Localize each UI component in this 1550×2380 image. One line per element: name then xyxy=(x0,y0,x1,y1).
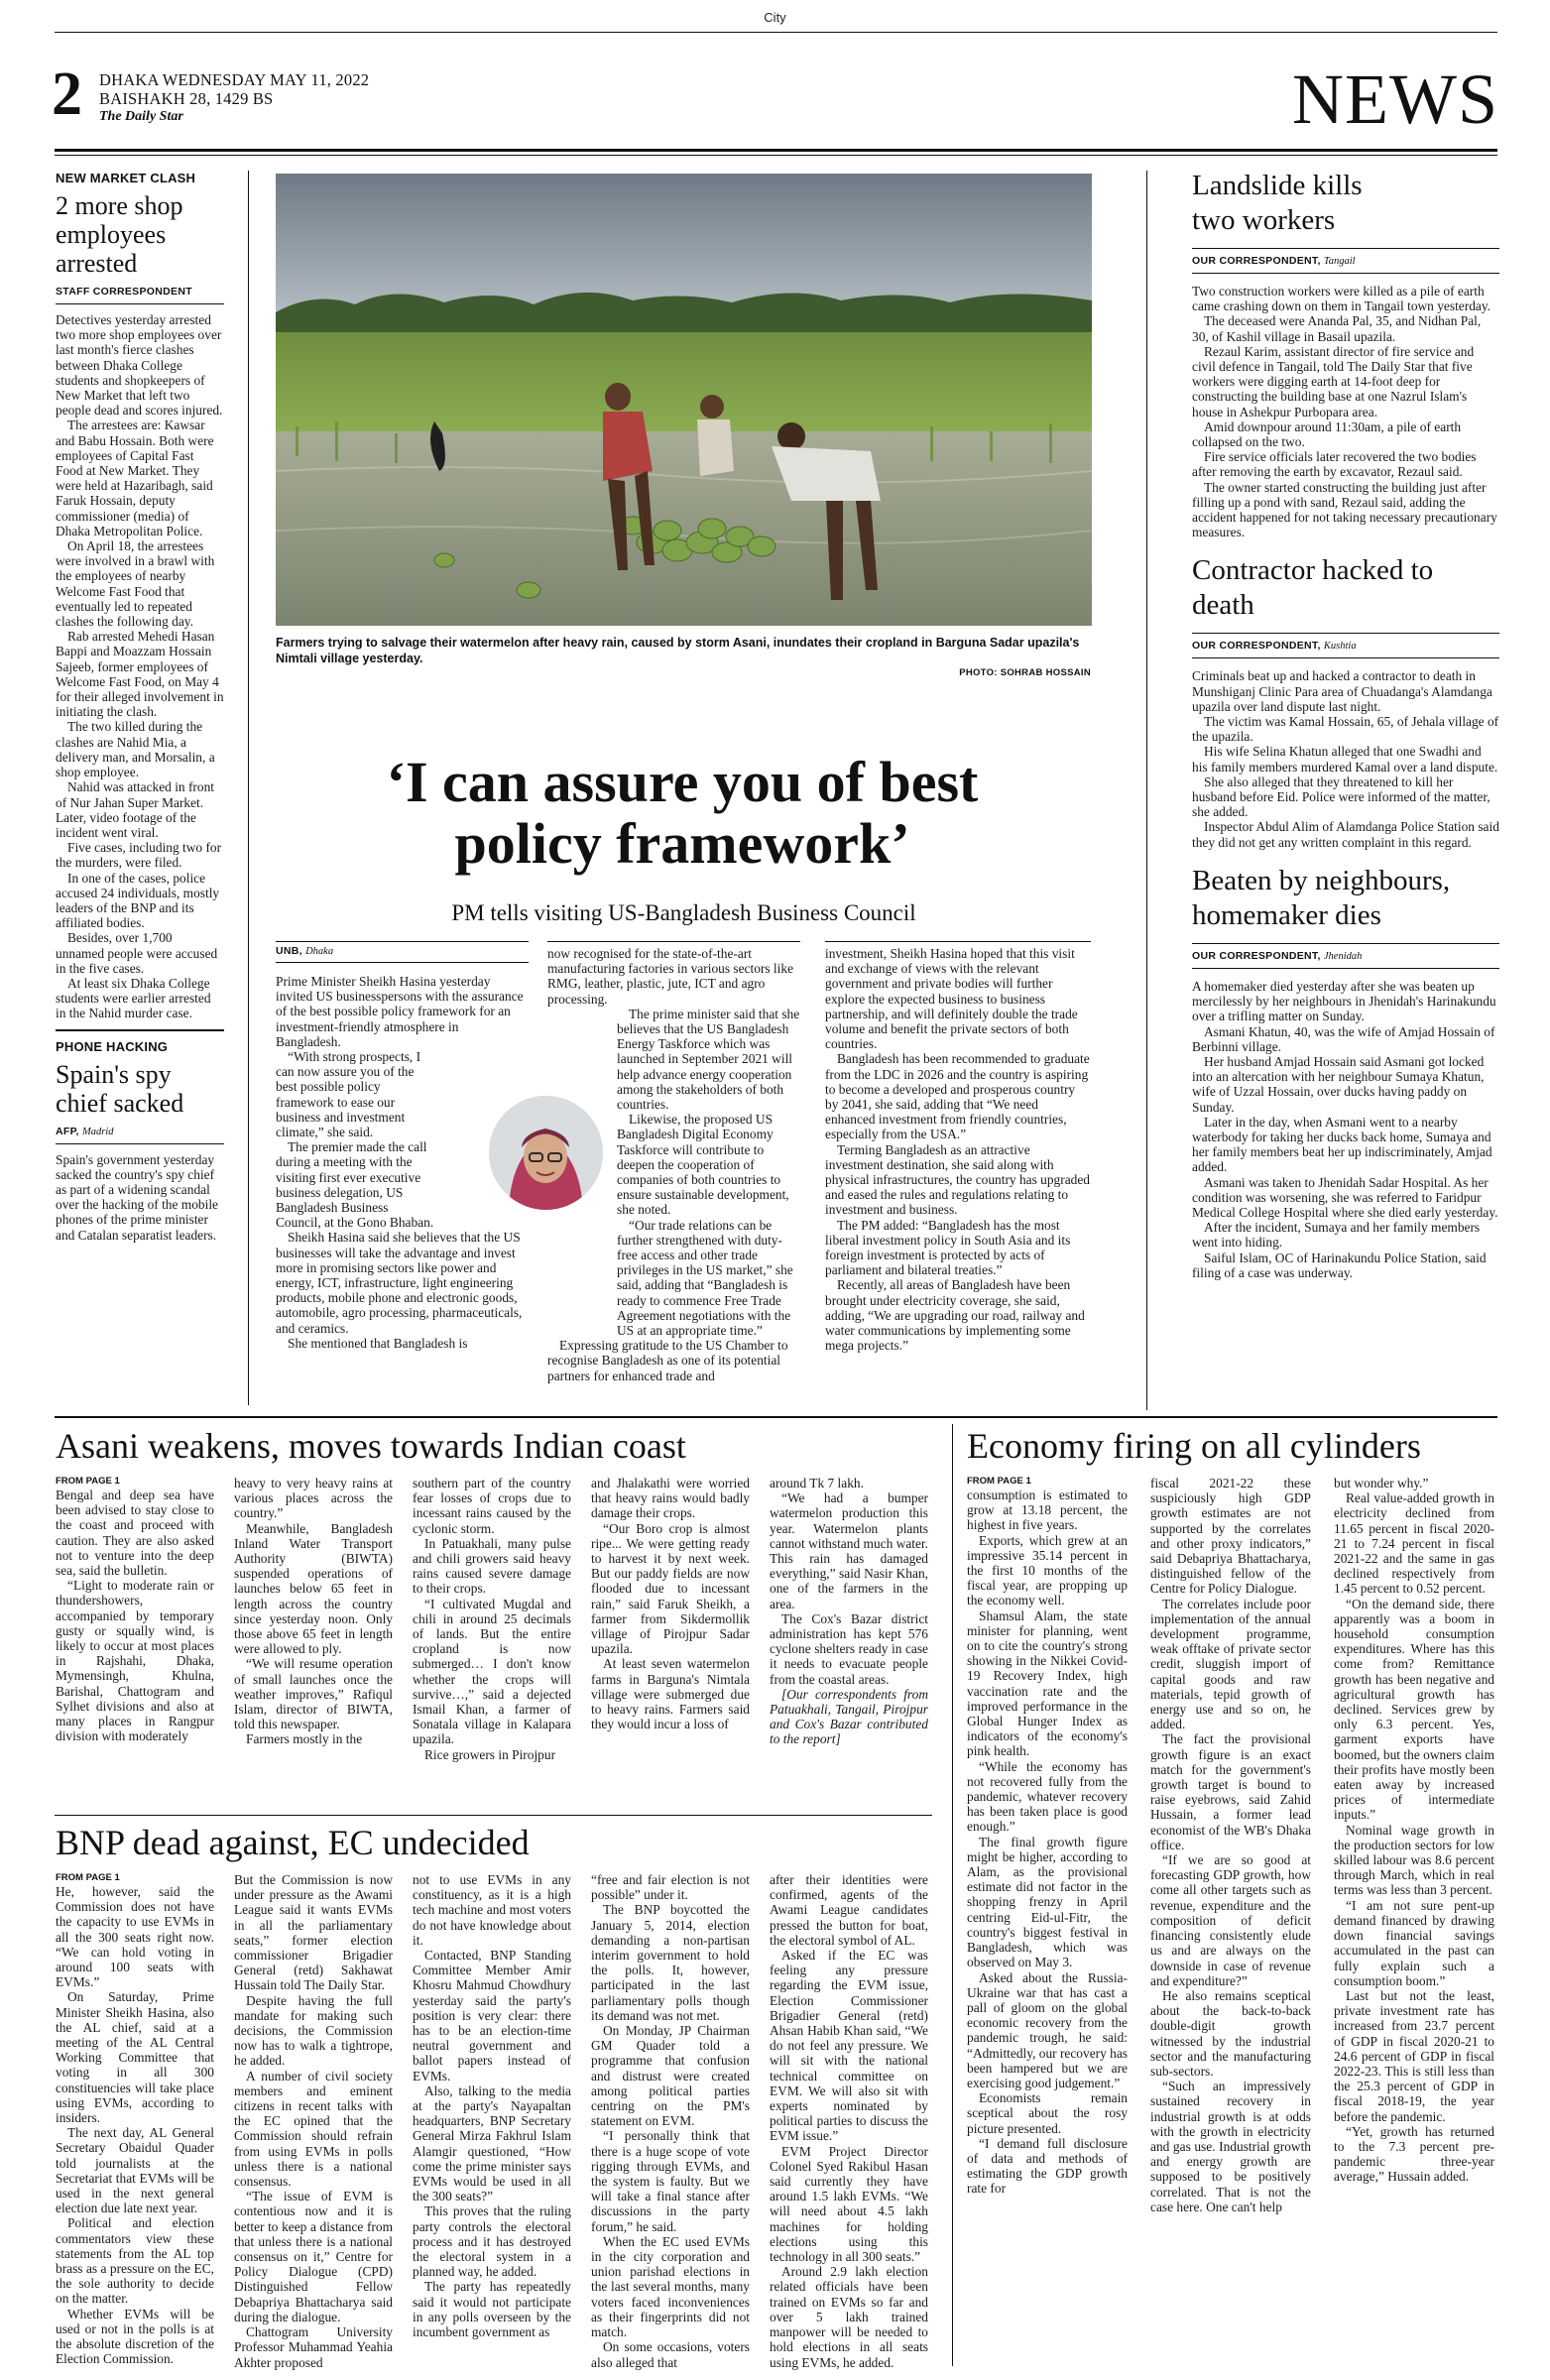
lead-byline-place: Dhaka xyxy=(305,946,334,957)
asani-col-4 xyxy=(591,1476,750,1731)
masthead-logo: The Daily Star xyxy=(99,109,183,124)
story-homemaker-body xyxy=(1192,979,1499,1280)
left-stories xyxy=(56,171,224,1243)
economy-col-1 xyxy=(967,1488,1128,2197)
paragraph: Bangladesh has been recommended to graduate from the LDC in 2026 and the country is aspiring to become a developed and prosperous country by 2041, she said, adding that “We need enhanced investment from friendly countries, especially from the USA.” xyxy=(825,1051,1090,1142)
lead-photo xyxy=(276,174,1092,626)
byline-place: Kushtia xyxy=(1323,641,1357,653)
paragraph: The next day, AL General Secretary Obaidul Quader told journalists at the Secretariat that EVMs will be used in the next general election due late next year. xyxy=(56,2125,214,2216)
paragraph: Economists remain sceptical about the rosy picture presented. xyxy=(967,2090,1128,2136)
headline-spy-chief: Spain's spy chief sacked xyxy=(56,1059,184,1118)
story-landslide-body xyxy=(1192,284,1499,539)
paragraph: Besides, over 1,700 unnamed people were accused in the five cases. xyxy=(56,930,218,976)
asani-bnp-divider xyxy=(55,1815,932,1816)
paragraph: Shamsul Alam, the state minister for planning, went on to cite the country's strong showing in the Nikkei Covid-19 Recovery Index, high vaccination rate and the improved performance in the Global Hunger Index as indicators of the economy's pink health. xyxy=(967,1607,1128,1759)
bnp-col-5 xyxy=(770,1872,928,2370)
bnp-headline: BNP dead against, EC undecided xyxy=(56,1823,530,1862)
asani-col-3 xyxy=(413,1476,571,1762)
header-rule-thin xyxy=(55,155,1497,156)
byline-org: OUR CORRESPONDENT, xyxy=(1192,949,1321,962)
paragraph: “On the demand side, there apparently was a boom in household consumption expenditures. Where has this come from? Remittance growth has been negative and agricultural growth has declined. Services grew by only 6.3 percent. Yes, garment exports have boomed, but the owners claim their profits have mostly been eaten away by increased prices of intermediate inputs.” xyxy=(1334,1596,1494,1823)
paragraph: In one of the cases, police accused 24 individuals, mostly leaders of the BNP and its affiliated bodies. xyxy=(56,870,220,931)
paragraph: “While the economy has not recovered fully from the pandemic, whatever recovery has been taken place is good enough.” xyxy=(967,1758,1128,1835)
paragraph: Rab arrested Mehedi Hasan Bappi and Moazzam Hossain Sajeeb, former employees of Welcome Fast Food, on May 4 for their alleged involvement in initiating the clash. xyxy=(56,629,224,720)
paragraph: investment, Sheikh Hasina hoped that this visit and exchange of views with the relevant government and private bodies will further explore the expected business to business partnership, and will definitely double the trade volume and benefit the private sectors of both countries. xyxy=(825,946,1078,1052)
paragraph: Expressing gratitude to the US Chamber to recognise Bangladesh as one of its potential partners for enhanced trade and xyxy=(547,1338,788,1383)
paragraph: [Our correspondents from Patuakhali, Tangail, Pirojpur and Cox's Bazar contributed to the report] xyxy=(770,1686,928,1747)
lead-col-2 xyxy=(547,946,800,1383)
paragraph: “The issue of EVM is contentious now and it is better to keep a distance from that unless there is a national consensus on it,” Centre for Policy Dialogue (CPD) Distinguished Fellow Debapriya Bhattacharya said during the dialogue. xyxy=(234,2189,393,2324)
bnp-col-1 xyxy=(56,1884,214,2367)
byline-staff: STAFF CORRESPONDENT xyxy=(56,286,192,298)
paragraph: “Our trade relations can be further strengthened with duty-free access and other trade privileges in the US market,” she said, adding that “Bangladesh is ready to commence Free Trade Agreement negotiations with the US at an appropriate time.” xyxy=(617,1217,793,1339)
lead-col-3 xyxy=(825,946,1091,1353)
farmers-field-image xyxy=(276,174,1092,626)
byline-afp xyxy=(56,1126,224,1137)
paragraph: “Our Boro crop is almost ripe... We were getting ready to harvest it by next week. But our paddy fields are now flooded due to incessant rain,” said Faruk Sheikh, a farmer from Sikdermollik village of Pirojpur Sadar upazila. xyxy=(591,1520,750,1657)
paragraph: On Monday, JP Chairman GM Quader told a programme that confusion and distrust were created among political parties centring on the PM's statement on EVM. xyxy=(591,2023,750,2129)
paragraph: Criminals beat up and hacked a contractor to death in Munshiganj Clinic Para area of Chuadanga's Alamdanga upazila over land dispute last night. xyxy=(1192,668,1492,714)
paragraph: Likewise, the proposed US Bangladesh Digital Economy Taskforce will contribute to deepen the cooperation of companies of both countries to ensure sustainable development, she noted. xyxy=(617,1112,789,1218)
paragraph: “With strong prospects, I can now assure you of the best possible policy framework to ease our business and investment climate,” she said. xyxy=(276,1049,421,1140)
paragraph: On some occasions, voters also alleged that xyxy=(591,2339,750,2370)
paragraph: The owner started constructing the building just after filling up a pond with sand, Rezaul said, adding the accident happened for not taking necessary precautionary measures. xyxy=(1192,479,1497,540)
paragraph: “Such an impressively sustained recovery in industrial growth is at odds with the growth in electricity and gas use. Industrial growth and energy growth are supposed to be positively correlated. That is not the case here. One can't help xyxy=(1150,2079,1311,2214)
paragraph: Asked if the EC was feeling any pressure regarding the EVM issue, Election Commissioner Brigadier General (retd) Ahsan Habib Khan said, “We do not feel any pressure. We will sit with the national technical committee on EVM. We will also sit with experts nominated by political parties to discuss the EVM issue.” xyxy=(770,1948,928,2144)
kicker-phone-hacking: PHONE HACKING xyxy=(56,1038,169,1054)
lead-headline: ‘I can assure you of best policy framework’ xyxy=(386,750,979,876)
paragraph: Nominal wage growth in the production sectors for low skilled labour was 8.6 percent through March, which in real terms was less than 3 percent. xyxy=(1334,1822,1494,1898)
left-column-divider xyxy=(248,171,249,1405)
story-spy-chief-body xyxy=(56,1152,224,1243)
paragraph: Her husband Amjad Hossain said Asmani got locked into an altercation with her neighbour Sumaya Khatun, wife of Uzzal Hossain, over ducks having paddy on Sunday. xyxy=(1192,1053,1485,1115)
paragraph: around Tk 7 lakh. xyxy=(770,1476,864,1490)
paragraph: now recognised for the state-of-the-art manufacturing factories in various sectors like RMG, leather, plastic, jute, ICT and agro processing. xyxy=(547,946,794,1007)
byline-jhenidah xyxy=(1192,950,1499,962)
byline-agency: AFP, xyxy=(56,1125,79,1137)
paragraph: fiscal 2021-22 these suspiciously high GDP growth estimates are not supported by the correlates and other proxy indicators,” said Debapriya Bhattacharya, distinguished fellow of the Centre for Policy Dialogue. xyxy=(1150,1476,1311,1597)
bnp-col-4 xyxy=(591,1872,750,2370)
paragraph: but wonder why.” xyxy=(1334,1476,1429,1490)
bnp-col-3 xyxy=(413,1872,571,2339)
paragraph: Detectives yesterday arrested two more shop employees over last month's fierce clashes between Dhaka College students and shopkeepers of New Market that left two people dead and scores injured. xyxy=(56,312,223,418)
paragraph: EVM Project Director Colonel Syed Rakibul Hasan said currently they have around 1.5 lakh EVMs. “We will need about 4.5 lakh machines for holding elections using this technology in all 300 seats.” xyxy=(770,2143,928,2265)
paragraph: “I cultivated Mugdal and chili in around 25 decimals of lands. But the entire cropland is now submerged… I don't know whether the crops will survive…,” said a dejected Ismail Khan, a farmer of Sonatala village in Kalapara upazila. xyxy=(413,1596,571,1747)
byline-org: OUR CORRESPONDENT, xyxy=(1192,640,1321,653)
header-rule-thick xyxy=(55,149,1497,152)
paragraph: Five cases, including two for the murders, were filed. xyxy=(56,840,222,871)
asani-headline: Asani weakens, moves towards Indian coast xyxy=(56,1426,686,1466)
right-stories xyxy=(1192,169,1499,1280)
lead-col-rule-1 xyxy=(276,941,529,942)
bottom-section-rule xyxy=(55,1416,1497,1418)
story-contractor-body xyxy=(1192,668,1499,849)
paragraph: Later in the day, when Asmani went to a nearby waterbody for taking her ducks back home, Sumaya and her family members beat her up indiscriminately, Amjad added. xyxy=(1192,1114,1492,1175)
paragraph: “We will resume operation of small launches once the weather improves,” Rafiqul Islam, director of BIWTA, told this newspaper. xyxy=(234,1656,393,1732)
paragraph: This proves that the ruling party controls the electoral process and it has destroyed the electoral system in a planned way, he added. xyxy=(413,2203,571,2280)
paragraph: On April 18, the arrestees were involved in a brawl with the employees of nearby Welcome Fast Food that eventually led to repeated clashes the following day. xyxy=(56,538,215,630)
paragraph: after their identities were confirmed, agents of the Awami League candidates pressed the button for boat, the electoral symbol of AL. xyxy=(770,1872,928,1948)
paragraph: The Cox's Bazar district administration has kept 576 cyclone shelters ready in case it needs to evacuate people from the coastal areas. xyxy=(770,1610,928,1687)
paragraph: On Saturday, Prime Minister Sheikh Hasina, also the AL chief, said at a meeting of the AL Central Working Committee that voting in all 300 constituencies will take place using EVMs, according to insiders. xyxy=(56,1989,214,2126)
byline-place: Tangail xyxy=(1323,256,1356,267)
byline-tangail xyxy=(1192,255,1499,267)
lead-byline-agency: UNB, xyxy=(276,945,302,957)
paragraph: Spain's government yesterday sacked the country's spy chief as part of a widening scandal over the hacking of the mobile phones of the prime minister and Catalan separatist leaders. xyxy=(56,1151,218,1243)
paragraph: Amid downpour around 11:30am, a pile of earth collapsed on the two. xyxy=(1192,418,1462,450)
paragraph: Real value-added growth in electricity declined from 11.65 percent in fiscal 2020-21 to 7.24 percent in fiscal 2021-22 and the same in gas declined respectively from 1.45 percent to 0.52 percent. xyxy=(1334,1490,1494,1597)
byline-org: OUR CORRESPONDENT, xyxy=(1192,255,1321,267)
lead-byline-rule xyxy=(276,962,529,963)
headline-landslide: Landslide kills two workers xyxy=(1192,170,1363,236)
paragraph: Last but not the least, private investment rate has increased from 23.7 percent of GDP in fiscal 2020-21 to 24.6 percent of GDP in fiscal 2022-23. This is still less than the 25.3 percent of GDP in fiscal 2018-19, the year before the pandemic. xyxy=(1334,1987,1494,2124)
lead-subhead: PM tells visiting US-Bangladesh Business Council xyxy=(451,900,916,925)
section-label: City xyxy=(764,10,786,25)
paragraph: His wife Selina Khatun alleged that one Swadhi and his family members murdered Kamal over a land dispute. xyxy=(1192,744,1498,774)
paragraph: “If we are so good at forecasting GDP growth, how come all other targets such as revenue, expenditure and the composition of deficit financing consistently elude us and are always on the downside in case of revenue and expenditure?” xyxy=(1150,1852,1311,1988)
paragraph: The correlates include poor implementation of the annual development programme, weak offtake of private sector credit, sluggish import of capital goods and raw materials, tepid growth of energy use and so on, he added. xyxy=(1150,1596,1311,1732)
paragraph: Two construction workers were killed as a pile of earth came crashing down on them in Tangail town yesterday. xyxy=(1192,284,1491,314)
lead-col-rule-2 xyxy=(547,941,800,942)
paragraph: At least seven watermelon farms in Barguna's Nimtala village were submerged due to heavy rains. Farmers said they would incur a loss of xyxy=(591,1656,750,1732)
bottom-vertical-divider xyxy=(952,1424,953,2366)
paragraph: Asked about the Russia-Ukraine war that has cast a pall of gloom on the global economic recovery from the pandemic trough, he said: “Admittedly, our recovery has been hampered but we are exercising good judgement.” xyxy=(967,1969,1128,2090)
paragraph: Whether EVMs will be used or not in the polls is at the absolute discretion of the Election Commission. xyxy=(56,2306,214,2367)
paragraph: Inspector Abdul Alim of Alamdanga Police Station said they did not get any written complaint in this regard. xyxy=(1192,819,1499,850)
paragraph: He also remains sceptical about the back-to-back double-digit growth witnessed by the industrial sector and the manufacturing sub-sectors. xyxy=(1150,1987,1311,2079)
paragraph: Political and election commentators view these statements from the AL top brass as a pressure on the EC, the sole authority to decide on the matter. xyxy=(56,2215,214,2307)
headline-homemaker: Beaten by neighbours, homemaker dies xyxy=(1192,864,1451,931)
paragraph: “Light to moderate rain or thundershowers, accompanied by temporary gusty or squally wind, is likely to occur at most places in Rajshahi, Dhaka, Mymensingh, Khulna, Barishal, Chattogram and Sylhet divisions and also at many places in Rangpur division with moderately xyxy=(56,1578,214,1744)
economy-col-2 xyxy=(1150,1476,1311,2214)
paragraph: A homemaker died yesterday after she was beaten up mercilessly by her neighbours in Jhenidah's Harinakundu over a trifling matter on Sunday. xyxy=(1192,978,1496,1024)
headline-shop-employees: 2 more shop employees arrested xyxy=(56,191,183,278)
kicker-new-market: NEW MARKET CLASH xyxy=(56,171,196,185)
paragraph: Chattogram University Professor Muhammad Yeahia Akhter proposed xyxy=(234,2324,393,2370)
paragraph: The arrestees are: Kawsar and Babu Hossain. Both were employees of Capital Fast Food at New Market. They were held at Hazaribagh, said Faruk Hossain, deputy commissioner (media) of Dhaka Metropolitan Police. xyxy=(56,417,214,538)
paragraph: The final growth figure might be higher, according to Alam, as the provisional estimate did not factor in the shopping frenzy in April centring Eid-ul-Fitr, the country's biggest festival in Bangladesh, which was observed on May 3. xyxy=(967,1834,1128,1970)
paragraph: Asmani Khatun, 40, was the wife of Amjad Hossain of Berbinni village. xyxy=(1192,1023,1495,1054)
date-line: DHAKA WEDNESDAY MAY 11, 2022 xyxy=(99,70,370,89)
right-column-divider xyxy=(1146,171,1147,1410)
paragraph: Also, talking to the media at the party's Nayapaltan headquarters, BNP Secretary General Mirza Fakhrul Islam Alamgir questioned, “How come the prime minister says EVMs would be used in all the 300 seats?” xyxy=(413,2082,571,2204)
paragraph: He, however, said the Commission does not have the capacity to use EVMs in all the 300 seats right now. “We can hold voting in around 100 seats with EVMs.” xyxy=(56,1884,214,1990)
economy-col-3 xyxy=(1334,1476,1494,2185)
paragraph: Despite having the full mandate for making such decisions, the Commission now has to walk a tightrope, he added. xyxy=(234,1992,393,2069)
paragraph: The premier made the call during a meeting with the visiting first ever executive business delegation, US Bangladesh Business Council, at the Gono Bhaban. xyxy=(276,1139,434,1231)
asani-from-page: FROM PAGE 1 xyxy=(56,1476,120,1487)
paragraph: Prime Minister Sheikh Hasina yesterday invited US businesspersons with the assurance of the best possible policy framework for an investment-friendly atmosphere in Bangladesh. xyxy=(276,974,524,1049)
paragraph: After the incident, Sumaya and her family members went into hiding. xyxy=(1192,1220,1481,1250)
top-rule xyxy=(55,32,1497,33)
paragraph: The victim was Kamal Hossain, 65, of Jehala village of the upazila. xyxy=(1192,714,1499,745)
page-number: 2 xyxy=(52,60,82,128)
paragraph: Nahid was attacked in front of Nur Jahan Super Market. Later, video footage of the incident went viral. xyxy=(56,779,214,840)
headline-contractor: Contractor hacked to death xyxy=(1192,554,1434,622)
paragraph: “I am not sure pent-up demand financed by drawing down financial savings accumulated in the past can fully explain such a consumption boom.” xyxy=(1334,1897,1494,1988)
paragraph: Saiful Islam, OC of Harinakundu Police Station, said filing of a case was underway. xyxy=(1192,1250,1487,1280)
paragraph: consumption is estimated to grow at 13.18 percent, the highest in five years. xyxy=(967,1488,1128,1533)
byline-place: Madrid xyxy=(81,1126,114,1137)
paragraph: She mentioned that Bangladesh is xyxy=(288,1335,468,1351)
paragraph: At least six Dhaka College students were earlier arrested in the Nahid murder case. xyxy=(56,975,211,1021)
paragraph: not to use EVMs in any constituency, as it is a high tech machine and most voters do not have knowledge about it. xyxy=(413,1872,571,1948)
bangla-date: BAISHAKH 28, 1429 BS xyxy=(99,89,274,108)
section-title: NEWS xyxy=(1292,60,1498,139)
economy-headline: Economy firing on all cylinders xyxy=(967,1426,1421,1466)
paragraph: Rezaul Karim, assistant director of fire service and civil defence in Tangail, told The Daily Star that five workers were digging earth at 14-foot deep for constructing the building base at one Nazrul Islam's house in Ashekpur Purbopara area. xyxy=(1192,343,1475,419)
bnp-col-2 xyxy=(234,1872,393,2370)
paragraph: Bengal and deep sea have been advised to stay close to the coast and proceed with caution. They are also asked not to venture into the deep sea, said the bulletin. xyxy=(56,1488,214,1579)
lead-col-rule-3 xyxy=(825,941,1091,942)
paragraph: Fire service officials later recovered the two bodies after removing the earth by excavator, Rezaul said. xyxy=(1192,449,1477,480)
paragraph: She also alleged that they threatened to kill her husband before Eid. Police were informed of the matter, she added. xyxy=(1192,774,1490,820)
paragraph: Asmani was taken to Jhenidah Sadar Hospital. As her condition was worsening, she was referred to Faridpur Medical College Hospital where she died early yesterday. xyxy=(1192,1174,1498,1220)
paragraph: “Yet, growth has returned to the 7.3 percent pre-pandemic three-year average,” Hussain added. xyxy=(1334,2123,1494,2185)
paragraph: Exports, which grew at an impressive 35.14 percent in the first 10 months of the fiscal year, are propping up the economy well. xyxy=(967,1532,1128,1608)
paragraph: But the Commission is now under pressure as the Awami League said it wants EVMs in all the parliamentary seats,” former election commissioner Brigadier General (retd) Sakhawat Hussain told The Daily Star. xyxy=(234,1872,393,1993)
asani-col-1 xyxy=(56,1488,214,1743)
paragraph: The deceased were Ananda Pal, 35, and Nidhan Pal, 30, of Kashil village in Basail upazila. xyxy=(1192,313,1482,344)
paragraph: The BNP boycotted the January 5, 2014, election demanding a non-partisan interim government to hold the polls. It, however, participated in the last parliamentary polls though its demand was not met. xyxy=(591,1902,750,2023)
asani-col-2 xyxy=(234,1476,393,1747)
byline-place: Jhenidah xyxy=(1323,950,1363,962)
paragraph: Sheikh Hasina said she believes that the US businesses will take the advantage and invest more in promising sectors like power and energy, ICT, infrastructure, light engineering products, mobile phone and electronic goods, automobile, agro processing, pharmaceuticals, and ceramics. xyxy=(276,1230,523,1336)
paragraph: Farmers mostly in the xyxy=(246,1731,363,1747)
paragraph: The fact the provisional growth figure is an exact match for the government's growth target is bound to raise eyebrows, said Zahid Hussain, a former lead economist of the WB's Dhaka office. xyxy=(1150,1731,1311,1852)
paragraph: When the EC used EVMs in the city corporation and union parishad elections in the last several months, many voters faced inconveniences as their fingerprints did not match. xyxy=(591,2233,750,2340)
paragraph: Contacted, BNP Standing Committee Member Amir Khosru Mahmud Chowdhury yesterday said the party's position is very clear: there has to be an election-time neutral government and ballot papers instead of EVMs. xyxy=(413,1948,571,2083)
paragraph: The party has repeatedly said it would not participate in any polls overseen by the incumbent government as xyxy=(413,2279,571,2340)
paragraph: Rice growers in Pirojpur xyxy=(424,1746,556,1762)
paragraph: A number of civil society members and eminent citizens in recent talks with the EC opined that the Commission should refrain from using EVMs in polls unless there is a national consensus. xyxy=(234,2068,393,2190)
paragraph: heavy to very heavy rains at various places across the country.” xyxy=(234,1476,393,1521)
paragraph: The two killed during the clashes are Nahid Mia, a delivery man, and Morsalin, a shop employee. xyxy=(56,719,215,780)
bnp-from-page: FROM PAGE 1 xyxy=(56,1872,120,1883)
paragraph: and Jhalakathi were worried that heavy rains would badly damage their crops. xyxy=(591,1476,750,1521)
paragraph: “free and fair election is not possible” under it. xyxy=(591,1872,750,1903)
paragraph: The prime minister said that she believes that the US Bangladesh Energy Taskforce which was launched in September 2021 will help advance energy cooperation among the stakeholders of both countries. xyxy=(617,1006,800,1113)
asani-col-5 xyxy=(770,1476,928,1747)
paragraph: The PM added: “Bangladesh has the most liberal investment policy in South Asia and its foreign investment is protected by acts of parliament and bilateral treaties.” xyxy=(825,1217,1071,1278)
paragraph: Around 2.9 lakh election related officials have been trained on EVMs so far and over 5 lakh trained manpower will be needed to hold elections in all seats using EVMs, he added. xyxy=(770,2264,928,2370)
photo-caption: Farmers trying to salvage their watermelon after heavy rain, caused by storm Asani, inundates their cropland in Barguna Sadar upazila's Nimtali village yesterday. xyxy=(276,636,1080,665)
paragraph: In Patuakhali, many pulse and chili growers said heavy rains caused severe damage to their crops. xyxy=(413,1535,571,1597)
economy-from-page: FROM PAGE 1 xyxy=(967,1476,1031,1487)
paragraph: “I demand full disclosure of data and methods of estimating the GDP growth rate for xyxy=(967,2135,1128,2197)
photo-credit: PHOTO: SOHRAB HOSSAIN xyxy=(959,667,1091,678)
paragraph: “I personally think that there is a huge scope of vote rigging through EVMs, and the system is faulty. But we will take a final stance after discussions in the party forum,” he said. xyxy=(591,2128,750,2234)
paragraph: Terming Bangladesh as an attractive investment destination, she said along with physical infrastructures, the country has upgraded and eased the rules and regulations relating to investment and business. xyxy=(825,1141,1090,1218)
byline-kushtia xyxy=(1192,640,1499,652)
paragraph: “We had a bumper watermelon production this year. Watermelon plants cannot withstand much water. This rain has damaged everything,” said Nasir Khan, one of the farmers in the area. xyxy=(770,1490,928,1611)
lead-byline xyxy=(276,945,333,957)
paragraph: Recently, all areas of Bangladesh have been brought under electricity coverage, she said, adding, “We are upgrading our road, railway and water communications by implementing some mega projects.” xyxy=(825,1277,1085,1354)
paragraph: southern part of the country fear losses of crops due to incessant rains caused by the cyclonic storm. xyxy=(413,1476,571,1536)
lead-col-1 xyxy=(276,974,524,1351)
paragraph: Meanwhile, Bangladesh Inland Water Transport Authority (BIWTA) suspended operations of launches below 65 feet in length across the country since yesterday noon. Only those above 65 feet in length were allowed to ply. xyxy=(234,1520,393,1657)
story-new-market-body xyxy=(56,312,224,1021)
